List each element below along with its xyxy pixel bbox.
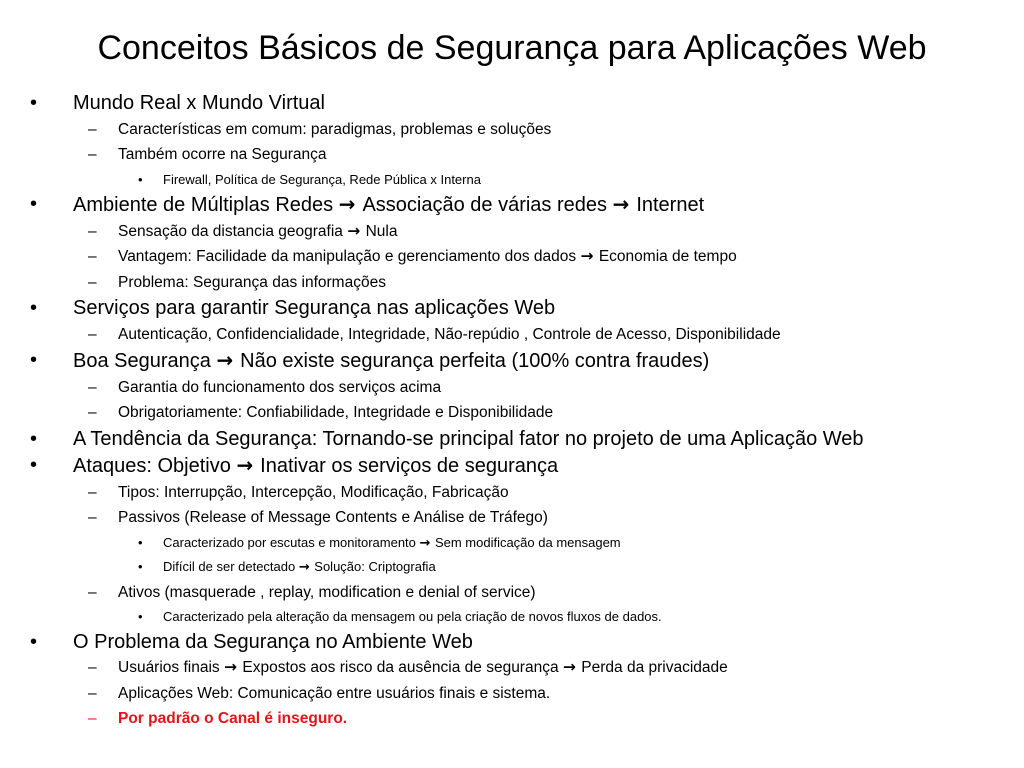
bullet-item-level-3 bbox=[30, 168, 1020, 192]
bullet-item-level-2 bbox=[30, 244, 1020, 270]
bullet-text: Vantagem: Facilidade da manipulação e gerenciamento dos dados bbox=[118, 248, 581, 265]
arrow-right-icon: → bbox=[223, 658, 243, 676]
bullet-text: Não existe segurança perfeita (100% contra fraudes) bbox=[240, 350, 710, 372]
bullet-item-level-2 bbox=[30, 681, 1020, 707]
dash-marker: – bbox=[88, 273, 97, 291]
bullet-text: Boa Segurança bbox=[73, 350, 217, 372]
bullet-text: Perda da privacidade bbox=[581, 659, 728, 676]
slide-title: Conceitos Básicos de Segurança para Aplicações Web bbox=[97, 29, 927, 67]
dash-marker: – bbox=[88, 483, 97, 501]
bullet-marker: • bbox=[138, 609, 143, 624]
bullet-item-level-2 bbox=[30, 375, 1020, 401]
dash-marker: – bbox=[88, 509, 97, 526]
arrow-right-icon: → bbox=[236, 453, 261, 477]
arrow-right-icon: → bbox=[216, 348, 241, 372]
bullet-item-level-2 bbox=[30, 117, 1020, 143]
bullet-text: Caracterizado pela alteração da mensagem ou pela criação de novos fluxos de dados. bbox=[163, 609, 662, 624]
arrow-right-icon: → bbox=[338, 192, 363, 216]
dash-marker: – bbox=[88, 684, 97, 702]
bullet-marker: • bbox=[30, 193, 38, 215]
bullet-item-level-1 bbox=[30, 295, 1020, 322]
bullet-text: Problema: Segurança das informações bbox=[118, 273, 386, 291]
arrow-right-icon: → bbox=[562, 658, 582, 676]
bullet-text: Tipos: Interrupção, Intercepção, Modificação, Fabricação bbox=[118, 483, 509, 501]
bullet-marker: • bbox=[30, 427, 38, 450]
dash-marker: – bbox=[88, 710, 97, 727]
bullet-text: Economia de tempo bbox=[598, 248, 737, 265]
bullet-text: Difícil de ser detectado bbox=[163, 559, 299, 574]
dash-marker: – bbox=[88, 404, 97, 421]
bullet-text: O Problema da Segurança no Ambiente Web bbox=[73, 630, 473, 653]
bullet-item-level-1 bbox=[30, 191, 1020, 219]
bullet-marker: • bbox=[30, 92, 38, 114]
bullet-marker: • bbox=[30, 454, 38, 476]
dash-marker: – bbox=[88, 222, 97, 240]
bullet-marker: • bbox=[30, 297, 38, 319]
bullet-text: Ataques: Objetivo bbox=[73, 455, 237, 477]
dash-marker: – bbox=[88, 120, 97, 138]
bullet-marker: • bbox=[138, 534, 143, 550]
bullet-marker: • bbox=[138, 171, 143, 187]
bullet-text: Internet bbox=[636, 194, 705, 216]
bullet-item-level-1 bbox=[30, 426, 1020, 453]
bullet-text: A Tendência da Segurança: Tornando-se principal fator no projeto de uma Aplicação Web bbox=[73, 427, 864, 450]
bullet-item-level-1 bbox=[30, 347, 1020, 375]
bullet-item-level-3 bbox=[30, 531, 1020, 556]
bullet-text: Caracterizado por escutas e monitoramento bbox=[163, 534, 420, 550]
arrow-right-icon: → bbox=[298, 560, 315, 575]
bullet-text: Associação de várias redes bbox=[362, 194, 613, 216]
bullet-text: Obrigatoriamente: Confiabilidade, Integridade e Disponibilidade bbox=[118, 404, 554, 421]
bullet-item-level-1 bbox=[30, 90, 1020, 117]
bullet-text: Mundo Real x Mundo Virtual bbox=[73, 92, 325, 114]
bullet-item-level-1 bbox=[30, 452, 1020, 480]
bullet-text: Serviços para garantir Segurança nas aplicações Web bbox=[73, 297, 556, 319]
bullet-item-level-3 bbox=[30, 555, 1020, 580]
arrow-right-icon: → bbox=[419, 535, 435, 551]
bullet-item-level-2 bbox=[30, 142, 1020, 168]
bullet-item-level-2 bbox=[30, 480, 1020, 506]
bullet-text: Firewall, Política de Segurança, Rede Pública x Interna bbox=[163, 171, 481, 187]
bullet-text: Passivos (Release of Message Contents e Análise de Tráfego) bbox=[118, 509, 548, 526]
dash-marker: – bbox=[88, 583, 97, 601]
bullet-item-level-2 bbox=[30, 655, 1020, 681]
bullet-item-level-3 bbox=[30, 605, 1020, 629]
arrow-right-icon: → bbox=[612, 192, 637, 216]
bullet-text: Sem modificação da mensagem bbox=[434, 534, 621, 550]
arrow-right-icon: → bbox=[580, 247, 599, 265]
arrow-right-icon: → bbox=[347, 221, 366, 240]
bullet-text: Sensação da distancia geografia bbox=[118, 222, 348, 240]
bullet-list bbox=[30, 90, 1020, 732]
bullet-item-level-1 bbox=[30, 629, 1020, 656]
bullet-text: Aplicações Web: Comunicação entre usuários finais e sistema. bbox=[118, 684, 551, 702]
bullet-item-level-2 bbox=[30, 322, 1020, 348]
bullet-text: Ativos (masquerade , replay, modification e denial of service) bbox=[118, 583, 536, 601]
bullet-text: Inativar os serviços de segurança bbox=[260, 455, 559, 477]
bullet-text: Características em comum: paradigmas, problemas e soluções bbox=[118, 120, 552, 138]
bullet-marker: • bbox=[138, 559, 143, 574]
bullet-text: Ambiente de Múltiplas Redes bbox=[73, 194, 339, 216]
bullet-marker: • bbox=[30, 630, 38, 653]
bullet-text: Autenticação, Confidencialidade, Integridade, Não-repúdio , Controle de Acesso, Disponibilidade bbox=[118, 325, 781, 343]
bullet-item-level-2 bbox=[30, 400, 1020, 426]
bullet-item-level-2 bbox=[30, 219, 1020, 245]
bullet-item-level-2 bbox=[30, 270, 1020, 296]
bullet-marker: • bbox=[30, 349, 38, 371]
dash-marker: – bbox=[88, 146, 97, 163]
bullet-text: Também ocorre na Segurança bbox=[118, 146, 327, 163]
bullet-text: Expostos aos risco da ausência de segurança bbox=[242, 659, 563, 676]
bullet-text: Nula bbox=[365, 222, 398, 240]
dash-marker: – bbox=[88, 659, 97, 676]
dash-marker: – bbox=[88, 325, 97, 343]
bullet-item-level-2 bbox=[30, 580, 1020, 606]
bullet-item-level-2 bbox=[30, 505, 1020, 531]
bullet-text: Por padrão o Canal é inseguro. bbox=[118, 710, 348, 727]
dash-marker: – bbox=[88, 378, 97, 396]
bullet-text: Garantia do funcionamento dos serviços acima bbox=[118, 378, 442, 396]
bullet-text: Solução: Criptografia bbox=[314, 559, 436, 574]
dash-marker: – bbox=[88, 248, 97, 265]
bullet-item-level-2 bbox=[30, 706, 1020, 732]
bullet-text: Usuários finais bbox=[118, 659, 224, 676]
